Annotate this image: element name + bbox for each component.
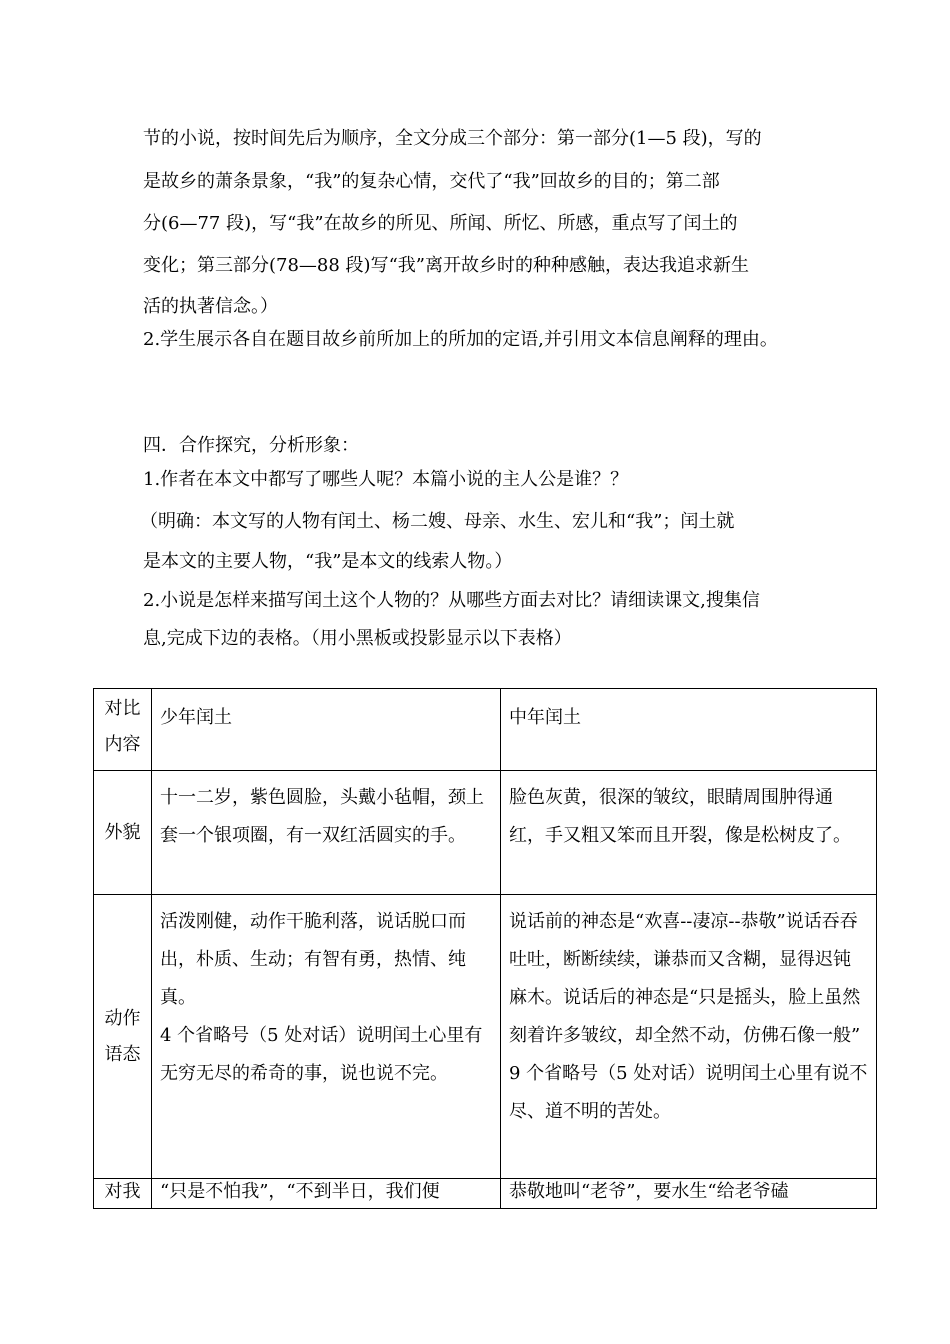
paragraph-line: 节的小说，按时间先后为顺序，全文分成三个部分：第一部分(1—5 段)，写的	[143, 128, 762, 149]
middle-action-note: 9 个省略号（5 处对话）说明闰土心里有说不尽、道不明的苦处。	[509, 1063, 868, 1122]
paragraph-line: 1.作者在本文中都写了哪些人呢？本篇小说的主人公是谁？？	[143, 469, 629, 490]
header-middle: 中年闰土	[509, 707, 581, 728]
header-middle-cell	[501, 689, 877, 771]
paragraph-line: 分(6—77 段)，写“我”在故乡的所见、所闻、所忆、所感，重点写了闰土的	[143, 213, 738, 234]
header-label-cell	[94, 689, 152, 771]
row-label-cell	[94, 895, 152, 1179]
paragraph-line: 活的执著信念。）	[143, 296, 278, 317]
young-cell	[152, 895, 501, 1179]
young-cell	[152, 771, 501, 895]
young-action-note: 4 个省略号（5 处对话）说明闰土心里有无穷无尽的希奇的事，说也说不完。	[160, 1025, 483, 1084]
table-row	[94, 895, 877, 1179]
row-label: 外貌	[104, 821, 141, 843]
header-young-cell	[152, 689, 501, 771]
middle-appearance: 脸色灰黄，很深的皱纹，眼睛周围肿得通红，手又粗又笨而且开裂，像是松树皮了。	[509, 787, 851, 846]
young-action: 活泼刚健，动作干脆利落，说话脱口而出，朴质、生动；有智有勇，热情、纯真。	[160, 911, 466, 1008]
paragraph-line: 息,完成下边的表格。（用小黑板或投影显示以下表格）	[143, 628, 572, 649]
header-young: 少年闰土	[160, 707, 232, 728]
paragraph-line: （明确：本文写的人物有闰土、杨二嫂、母亲、水生、宏儿和“我”；闰土就	[140, 511, 735, 532]
table-row	[94, 771, 877, 895]
section-heading: 四．合作探究，分析形象：	[143, 435, 359, 456]
young-cell	[152, 1179, 501, 1209]
row-label: 对我	[104, 1181, 141, 1202]
young-attitude: “只是不怕我”，“不到半日，我们便	[160, 1181, 440, 1202]
middle-cell	[501, 895, 877, 1179]
table-header-row	[94, 689, 877, 771]
middle-cell	[501, 771, 877, 895]
paragraph-line: 是故乡的萧条景象，“我”的复杂心情，交代了“我”回故乡的目的；第二部	[143, 171, 720, 192]
paragraph-line: 变化；第三部分(78—88 段)写“我”离开故乡时的种种感触，表达我追求新生	[143, 255, 749, 276]
header-label: 对比内容	[104, 698, 141, 755]
middle-cell	[501, 1179, 877, 1209]
paragraph-line: 2.学生展示各自在题目故乡前所加上的所加的定语,并引用文本信息阐释的理由。	[143, 329, 778, 350]
row-label-cell	[94, 771, 152, 895]
young-appearance: 十一二岁，紫色圆脸，头戴小毡帽，颈上套一个银项圈，有一双红活圆实的手。	[160, 787, 484, 846]
middle-attitude: 恭敬地叫“老爷”，要水生“给老爷磕	[509, 1181, 789, 1202]
paragraph-line: 2.小说是怎样来描写闰土这个人物的？从哪些方面去对比？请细读课文,搜集信	[143, 590, 760, 611]
middle-action: 说话前的神态是“欢喜--凄凉--恭敬”说话吞吞吐吐，断断续续，谦恭而又含糊，显得迟钝麻木。说话后的神态是“只是摇头，脸上虽然刻着许多皱纹，却全然不动，仿佛石像一般”	[509, 911, 861, 1046]
paragraph-line: 是本文的主要人物，“我”是本文的线索人物。）	[143, 551, 513, 572]
table-row	[94, 1179, 877, 1209]
row-label: 动作语态	[104, 1007, 141, 1065]
comparison-table	[93, 688, 877, 1209]
row-label-cell	[94, 1179, 152, 1209]
